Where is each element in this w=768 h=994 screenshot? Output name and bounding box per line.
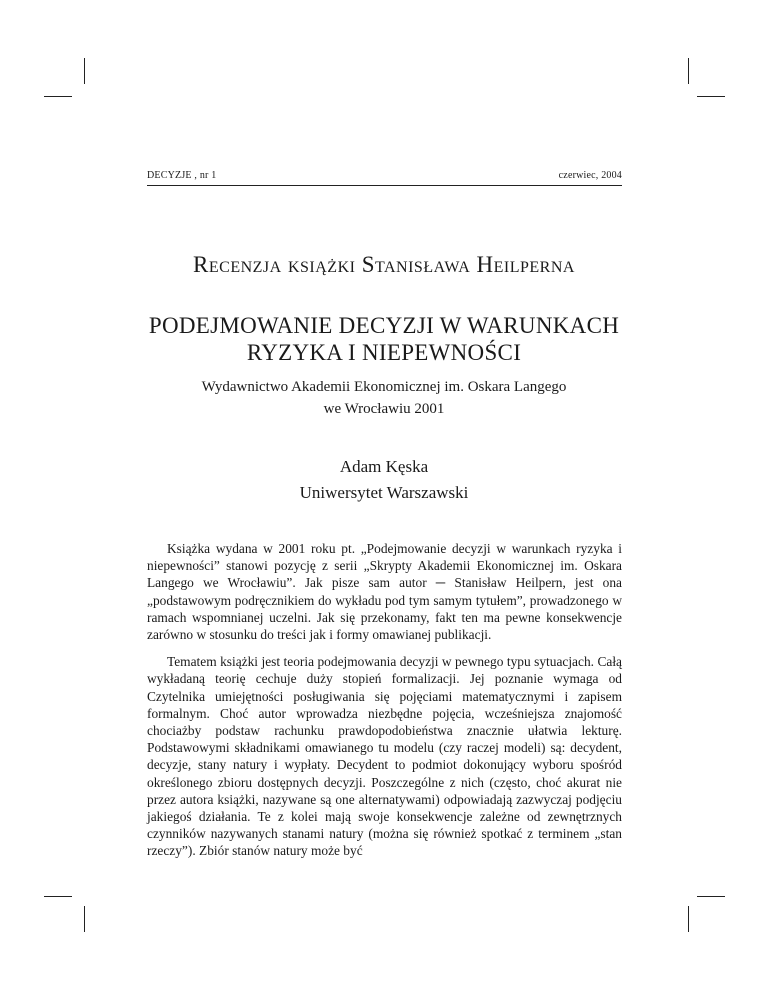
book-title <box>0 312 768 366</box>
publisher-line: Wydawnictwo Akademii Ekonomicznej im. Oskara Langego <box>201 379 567 395</box>
publisher-line: we Wrocławiu 2001 <box>323 401 445 417</box>
crop-mark <box>697 96 725 97</box>
author-block <box>0 454 768 506</box>
issue-date: czerwiec, 2004 <box>558 170 622 181</box>
review-heading: Recenzja książki Stanisława Heilperna <box>193 252 575 277</box>
book-title-line: PODEJMOWANIE DECYZJI W WARUNKACH <box>148 313 620 338</box>
crop-mark <box>688 906 689 932</box>
crop-mark <box>697 896 725 897</box>
header-rule <box>147 185 622 186</box>
author-name: Adam Kęska <box>339 457 429 476</box>
crop-mark <box>84 58 85 84</box>
paragraph: Książka wydana w 2001 roku pt. „Podejmowanie decyzji w warunkach ryzyka i niepewności” stanowi pozycję z serii „Skrypty Akademii Ekonomicznej im. Oskara Langego we Wrocławiu”. Jak pisze sam autor ─ Stanisław Heilpern, jest ona „podstawowym podręcznikiem do wykładu pod tym samym tytułem”, prowadzonego w ramach wspomnianej uczelni. Jak się przekonamy, fakt ten ma pewne konsekwencje zarówno w stosunku do treści jak i formy omawianej publikacji. <box>147 541 622 643</box>
publisher-info <box>0 376 768 420</box>
journal-name: DECYZJE , nr 1 <box>147 170 217 181</box>
crop-mark <box>688 58 689 84</box>
author-affiliation: Uniwersytet Warszawski <box>299 483 469 502</box>
book-title-line: RYZYKA I NIEPEWNOŚCI <box>246 340 522 365</box>
crop-mark <box>84 906 85 932</box>
crop-mark <box>44 96 72 97</box>
crop-mark <box>44 896 72 897</box>
paragraph: Tematem książki jest teoria podejmowania decyzji w pewnego typu sytuacjach. Całą wykładaną teorię cechuje duży stopień formalizacji. Jej poznanie wymaga od Czytelnika umiejętności posługiwania się pojęciami matematycznymi i zapisem formalnym. Choć autor wprowadza niezbędne pojęcia, wcześniejsza znajomość chociażby podstaw rachunku prawdopodobieństwa znacznie ułatwia lekturę. Podstawowymi składnikami omawianego tu modelu (czy raczej modeli) są: decydent, decyzje, stany natury i wypłaty. Decydent to podmiot dokonujący wyboru spośród określonego zbioru dostępnych decyzji. Poszczególne z nich (często, choć akurat nie przez autora książki, nazywane są one alternatywami) odpowiadają zazwyczaj podjęciu jakiegoś działania. Te z kolei mają swoje konsekwencje zależne od zewnętrznych czynników nazywanych stanami natury (można się również spotkać z terminem „stan rzeczy”). Zbiór stanów natury może być <box>147 654 622 859</box>
review-body <box>147 540 622 870</box>
